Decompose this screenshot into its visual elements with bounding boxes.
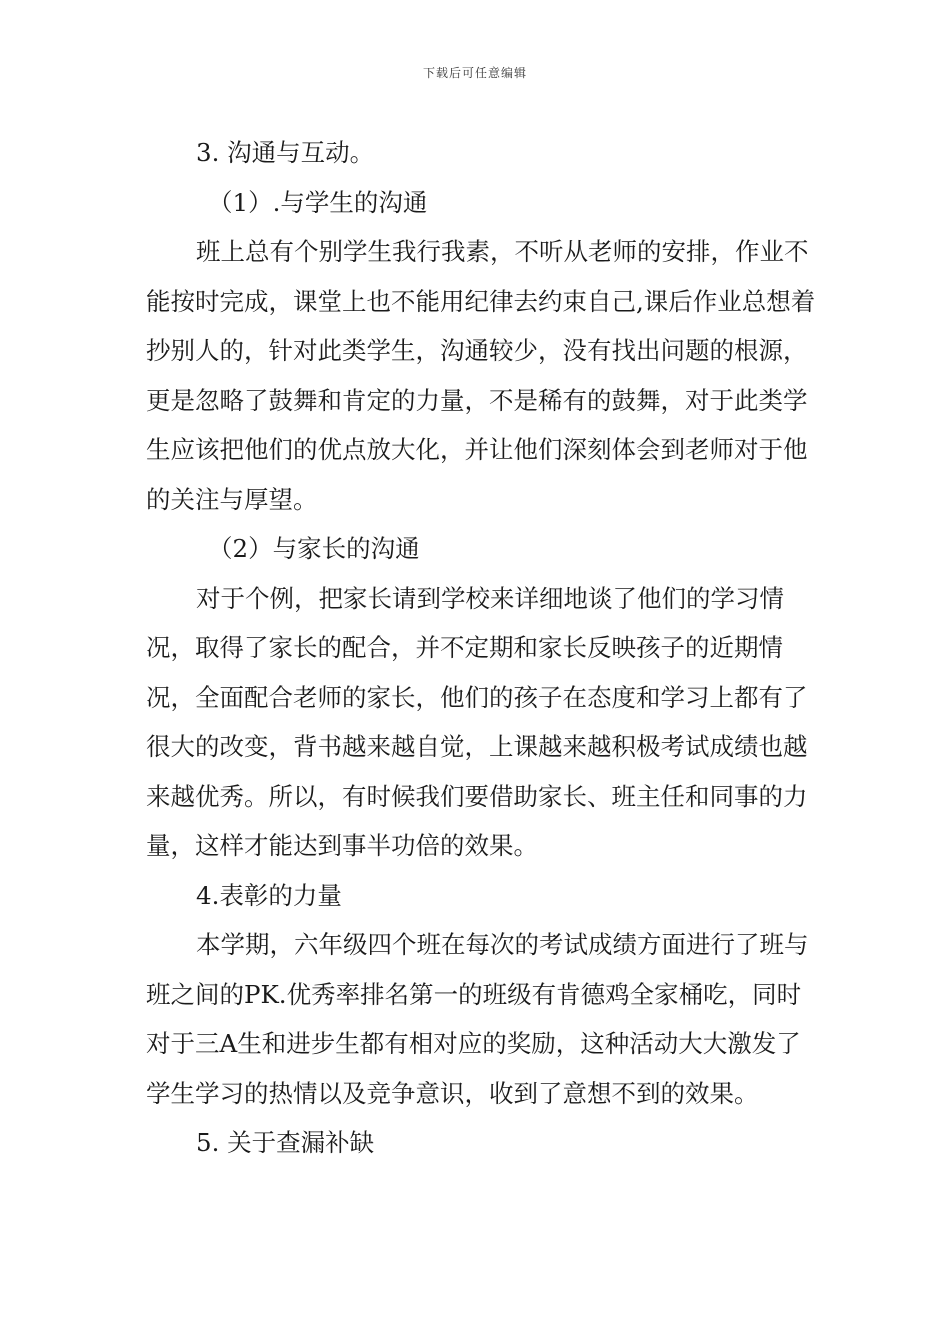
section-heading-3: 3. 沟通与互动。 bbox=[196, 138, 375, 167]
paragraph-student-communication: 班上总有个别学生我行我素，不听从老师的安排，作业不能按时完成，课堂上也不能用纪律去约束自己,课后作业总想着抄别人的，针对此类学生，沟通较少，没有找出问题的根源，更是忽略了鼓舞和肯定的力量，不是稀有的鼓舞，对于此类学生应该把他们的优点放大化，并让他们深刻体会到老师对于他的关注与厚望。 bbox=[146, 237, 816, 514]
section-heading-4: 4.表彰的力量 bbox=[196, 880, 342, 910]
document-body bbox=[146, 128, 816, 1168]
page-header: 下载后可任意编辑 bbox=[422, 66, 527, 80]
subsection-heading-1: （1）.与学生的沟通 bbox=[208, 187, 428, 217]
paragraph-parent-communication: 对于个例，把家长请到学校来详细地谈了他们的学习情况，取得了家长的配合，并不定期和家长反映孩子的近期情况，全面配合老师的家长，他们的孩子在态度和学习上都有了很大的改变，背书越来越自觉，上课越来越积极考试成绩也越来越优秀。所以，有时候我们要借助家长、班主任和同事的力量，这样才能达到事半功倍的效果。 bbox=[146, 583, 808, 860]
paragraph-commendation: 本学期，六年级四个班在每次的考试成绩方面进行了班与班之间的PK.优秀率排名第一的班级有肯德鸡全家桶吃，同时对于三A生和进步生都有相对应的奖励，这种活动大大激发了学生学习的热情以及竞争意识，收到了意想不到的效果。 bbox=[146, 930, 809, 1108]
subsection-heading-2: （2）与家长的沟通 bbox=[208, 534, 420, 563]
section-heading-5: 5. 关于查漏补缺 bbox=[196, 1128, 375, 1157]
